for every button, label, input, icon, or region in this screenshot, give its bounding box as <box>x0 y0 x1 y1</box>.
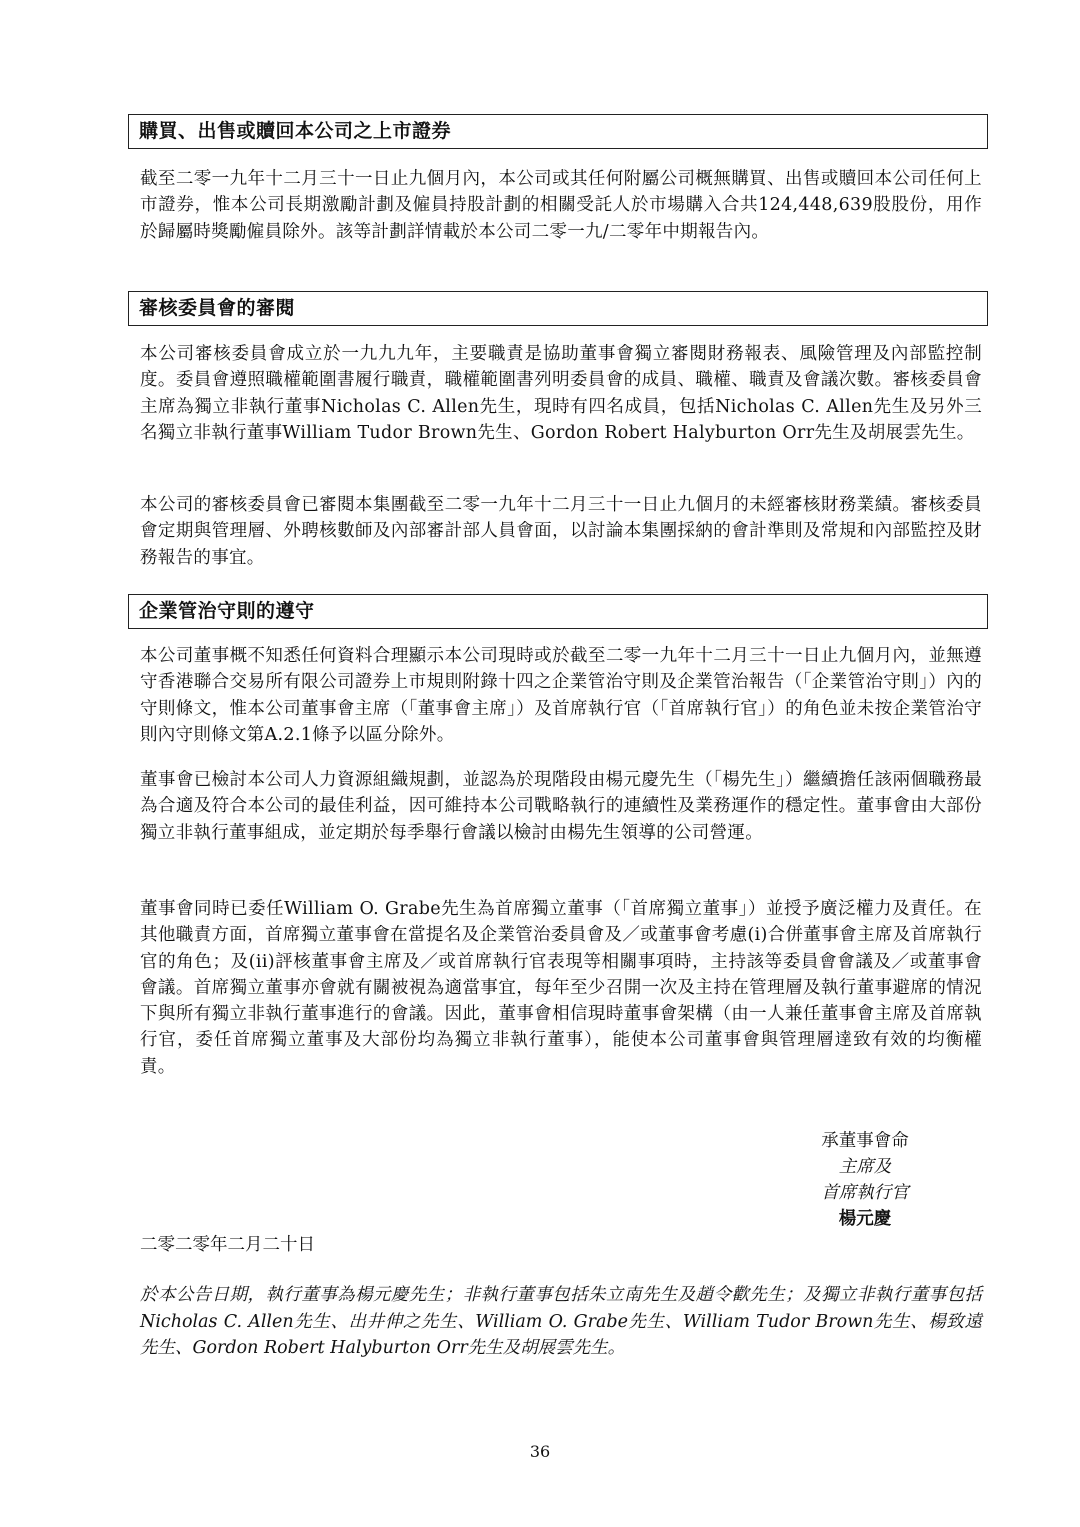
signature-line-2: 主席及 <box>838 1157 892 1177</box>
page-number: 36 <box>529 1442 551 1461</box>
paragraph-governance-1: 本公司董事概不知悉任何資料合理顯示本公司現時或於截至二零一九年十二月三十一日止九個月內，並無遵守香港聯合交易所有限公司證券上市規則附錄十四之企業管治守則及企業管治報告（「企業管治守則」）內的守則條文，惟本公司董事會主席（「董事會主席」）及首席執行官（「首席執行官」）的角色並未按企業管治守則內守則條文第A.2.1條予以區分除外。 <box>140 646 982 745</box>
paragraph-audit-2: 本公司的審核委員會已審閱本集團截至二零一九年十二月三十一日止九個月的未經審核財務業績。審核委員會定期與管理層、外聘核數師及內部審計部人員會面，以討論本集團採納的會計準則及常規和內部監控及財務報告的事宜。 <box>140 495 982 568</box>
paragraph-governance-2: 董事會已檢討本公司人力資源組織規劃，並認為於現階段由楊元慶先生（「楊先生」）繼續擔任該兩個職務最為合適及符合本公司的最佳利益，因可維持本公司戰略執行的連續性及業務運作的穩定性。董事會由大部份獨立非執行董事組成，並定期於每季舉行會議以檢討由楊先生領導的公司營運。 <box>140 770 982 843</box>
paragraph-governance-3: 董事會同時已委任William O. Grabe先生為首席獨立董事（「首席獨立董事」）並授予廣泛權力及責任。在其他職責方面，首席獨立董事會在當提名及企業管治委員會及／或董事會考慮(i)合併董事會主席及首席執行官的角色；及(ii)評核董事會主席及／或首席執行官表現等相關事項時，主持該等委員會會議及／或董事會會議。首席獨立董事亦會就有關被視為適當事宜，每年至少召開一次及主持在管理層及執行董事避席的情況下與所有獨立非執行董事進行的會議。因此，董事會相信現時董事會架構（由一人兼任董事會主席及首席執行官，委任首席獨立董事及大部份均為獨立非執行董事），能使本公司董事會與管理層達致有效的均衡權責。 <box>140 899 982 1077</box>
paragraph-securities: 截至二零一九年十二月三十一日止九個月內，本公司或其任何附屬公司概無購買、出售或贖回本公司任何上市證券，惟本公司長期激勵計劃及僱員持股計劃的相關受託人於市場購入合共124,448,639股股份，用作於歸屬時獎勵僱員除外。該等計劃詳情載於本公司二零一九/二零年中期報告內。 <box>140 169 982 242</box>
section-title-governance: 企業管治守則的遵守 <box>128 594 988 629</box>
signature-line-3: 首席執行官 <box>821 1183 909 1203</box>
section-title-audit-committee: 審核委員會的審閱 <box>128 291 988 326</box>
paragraph-audit-1: 本公司審核委員會成立於一九九九年，主要職責是協助董事會獨立審閱財務報表、風險管理及內部監控制度。委員會遵照職權範圍書履行職責，職權範圍書列明委員會的成員、職權、職責及會議次數。審核委員會主席為獨立非執行董事Nicholas C. Allen先生，現時有四名成員，包括Nicholas C. Allen先生及另外三名獨立非執行董事William Tudor Brown先生、Gordon Robert Halyburton Orr先生及胡展雲先生。 <box>140 344 982 443</box>
announcement-date: 二零二零年二月二十日 <box>140 1235 315 1255</box>
section-title-securities: 購買、出售或贖回本公司之上市證券 <box>128 114 988 149</box>
signature-name: 楊元慶 <box>838 1209 892 1229</box>
signature-line-1: 承董事會命 <box>821 1131 909 1151</box>
signature-block <box>760 1128 970 1232</box>
board-composition-note: 於本公告日期，執行董事為楊元慶先生；非執行董事包括朱立南先生及趙令歡先生；及獨立非執行董事包括Nicholas C. Allen先生、出井伸之先生、William O. Grabe先生、William Tudor Brown先生、楊致遠先生、Gordon Robert Halyburton Orr先生及胡展雲先生。 <box>140 1285 982 1358</box>
